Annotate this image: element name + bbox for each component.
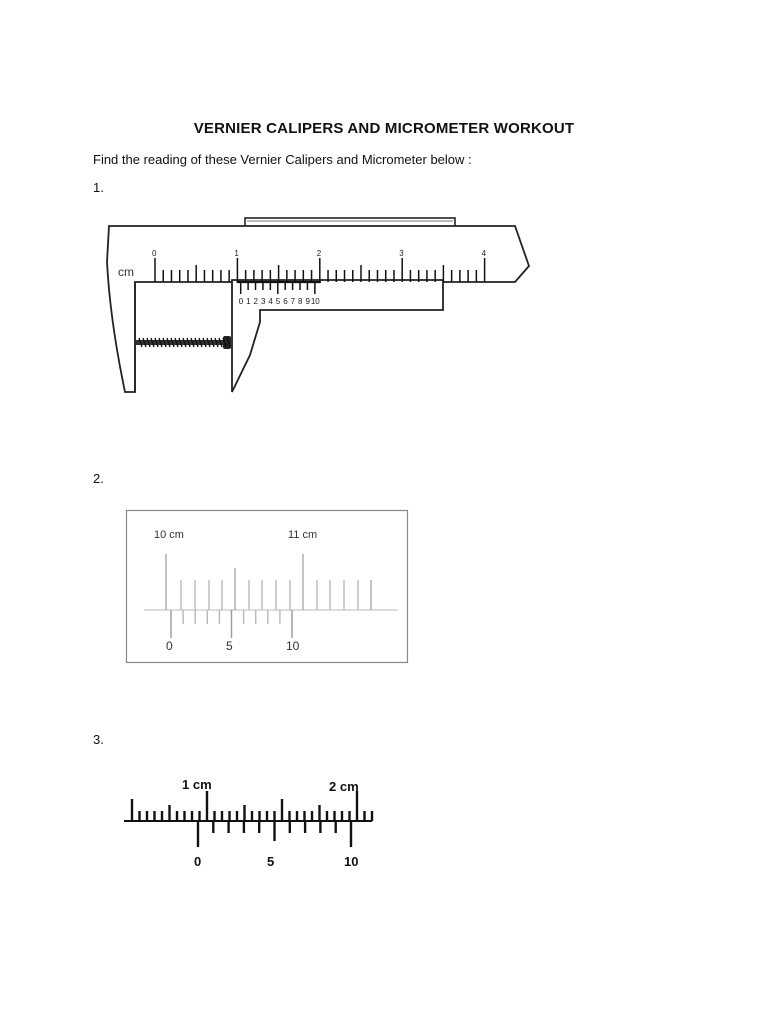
main-scale-label: 1 cm	[182, 777, 212, 792]
vernier-label: 4	[268, 297, 273, 306]
instruction-text: Find the reading of these Vernier Calipers and Micrometer below :	[93, 152, 472, 167]
vernier-label: 2	[253, 297, 258, 306]
question-3-number: 3.	[93, 732, 104, 747]
worksheet-title: VERNIER CALIPERS AND MICROMETER WORKOUT	[193, 120, 575, 137]
vernier-label: 10	[286, 639, 300, 653]
main-scale-label: 1	[234, 249, 239, 258]
vernier-label: 3	[260, 297, 266, 306]
vernier-scale-figure-2	[126, 510, 408, 663]
main-scale-label: 10 cm	[154, 529, 184, 541]
vernier-label: 5	[275, 297, 281, 306]
main-scale-label: 4	[481, 249, 487, 258]
vernier-label: 0	[194, 854, 202, 869]
vernier-label: 10	[344, 854, 359, 869]
question-2-number: 2.	[93, 471, 104, 486]
vernier-label: 5	[226, 639, 233, 653]
question-1-number: 1.	[93, 180, 104, 195]
vernier-label: 8	[298, 297, 303, 306]
main-scale-label: 11 cm	[288, 529, 318, 541]
vernier-label: 0	[166, 639, 173, 653]
vernier-label: 9	[305, 297, 310, 306]
vernier-label: 0	[238, 297, 244, 306]
vernier-caliper-figure-1	[95, 210, 540, 405]
main-scale-label: 2 cm	[329, 779, 359, 794]
vernier-label: 10	[310, 297, 320, 306]
vernier-scale-figure-3	[118, 772, 378, 872]
main-scale-label: 3	[399, 249, 404, 258]
vernier-scale	[194, 821, 358, 869]
vernier-label: 5	[267, 854, 275, 869]
main-scale-label: 0	[152, 249, 157, 258]
unit-label: cm	[118, 265, 134, 279]
vernier-label: 6	[283, 297, 288, 306]
vernier-label: 1	[246, 297, 251, 306]
screw-object	[135, 336, 231, 349]
vernier-label: 7	[290, 297, 296, 306]
main-scale	[132, 777, 372, 821]
main-scale-label: 2	[316, 249, 322, 258]
